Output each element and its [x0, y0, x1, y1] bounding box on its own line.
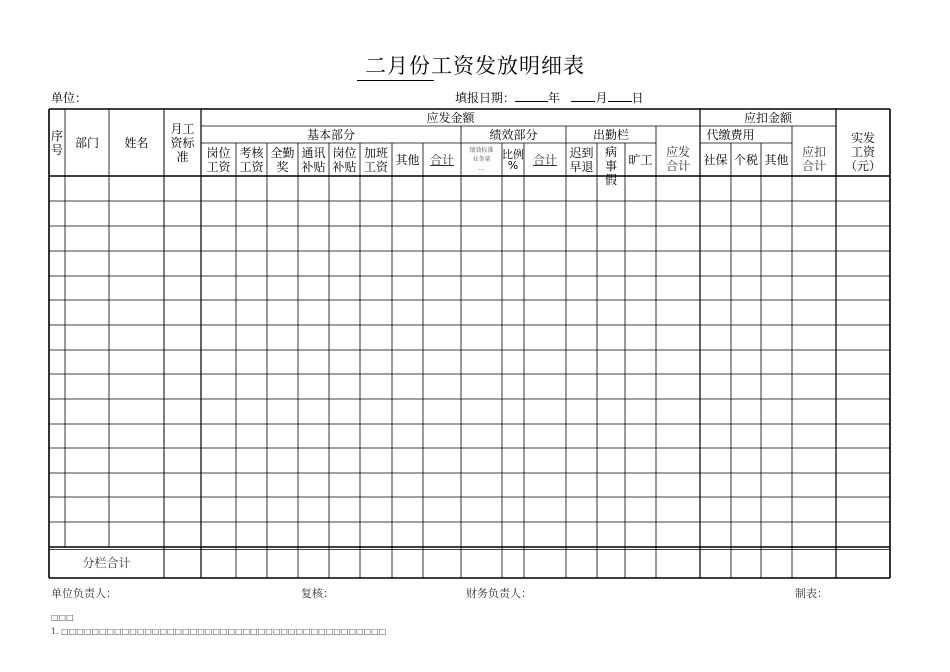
col-perf-standard-header: 绩效标准 业务量 … — [469, 147, 494, 172]
day-label: 日 — [631, 91, 644, 105]
col-net-pay-header: 实发 工资 （元） — [844, 130, 881, 173]
col-name-header: 姓名 — [124, 135, 149, 150]
unit-label: 单位： — [51, 91, 88, 105]
col-telecom-subsidy-header: 通讯 补贴 — [301, 145, 326, 174]
review-label: 复核： — [301, 587, 334, 600]
col-seq-header: 序 号 — [50, 128, 63, 157]
col-perf-ratio-text: 比例 % — [502, 147, 524, 172]
col-post-salary-header: 岗位 工资 — [206, 145, 231, 174]
fill-date-label: 填报日期： — [455, 91, 516, 105]
col-payable-total-header: 应发 合计 — [665, 145, 690, 173]
col-absent-header: 旷工 — [628, 152, 653, 167]
withhold-group-header: 代缴费用 — [706, 127, 755, 142]
note-item-1: 1. □□□□□□□□□□□□□□□□□□□□□□□□□□□□□□□□□□□□□□□□□□□ — [51, 627, 387, 636]
unit-head-label: 单位负责人： — [51, 587, 117, 600]
subtotal-label: 分栏合计 — [82, 556, 131, 570]
col-social-security-header: 社保 — [703, 152, 728, 167]
payable-group-header: 应发金额 — [426, 110, 475, 125]
col-attendance-bonus-header: 全勤 奖 — [270, 145, 295, 174]
year-label: 年 — [548, 91, 561, 105]
month-label: 月 — [595, 91, 608, 105]
deduct-group-header: 应扣金额 — [743, 110, 792, 125]
page-title: 二月份工资发放明细表 — [365, 54, 585, 78]
finance-head-label: 财务负责人： — [466, 587, 532, 600]
col-dept-header: 部门 — [74, 135, 99, 150]
prepared-by-label: 制表： — [795, 587, 828, 600]
col-deduct-other-header: 其他 — [764, 152, 789, 167]
col-overtime-header: 加班 工资 — [363, 145, 388, 174]
col-basic-total-header: 合计 — [429, 152, 454, 167]
col-income-tax-header: 个税 — [733, 152, 758, 167]
col-perf-ratio-header — [502, 143, 524, 176]
col-late-early-header: 迟到 早退 — [569, 145, 594, 174]
col-sick-leave-header: 病 事 假 — [604, 145, 617, 187]
col-assessment-salary-header: 考核 工资 — [239, 145, 264, 174]
col-post-subsidy-header: 岗位 补贴 — [332, 145, 357, 174]
basic-group-header: 基本部分 — [306, 127, 355, 142]
notes-title: □□□ — [51, 613, 74, 622]
col-deduct-total-header: 应扣 合计 — [801, 145, 826, 173]
attendance-group-header: 出勤栏 — [592, 127, 629, 142]
col-perf-total-header: 合计 — [532, 152, 557, 167]
performance-group-header: 绩效部分 — [489, 127, 538, 142]
col-monthly-std-header: 月工 资标 准 — [170, 121, 195, 164]
col-basic-other-header: 其他 — [395, 152, 420, 167]
